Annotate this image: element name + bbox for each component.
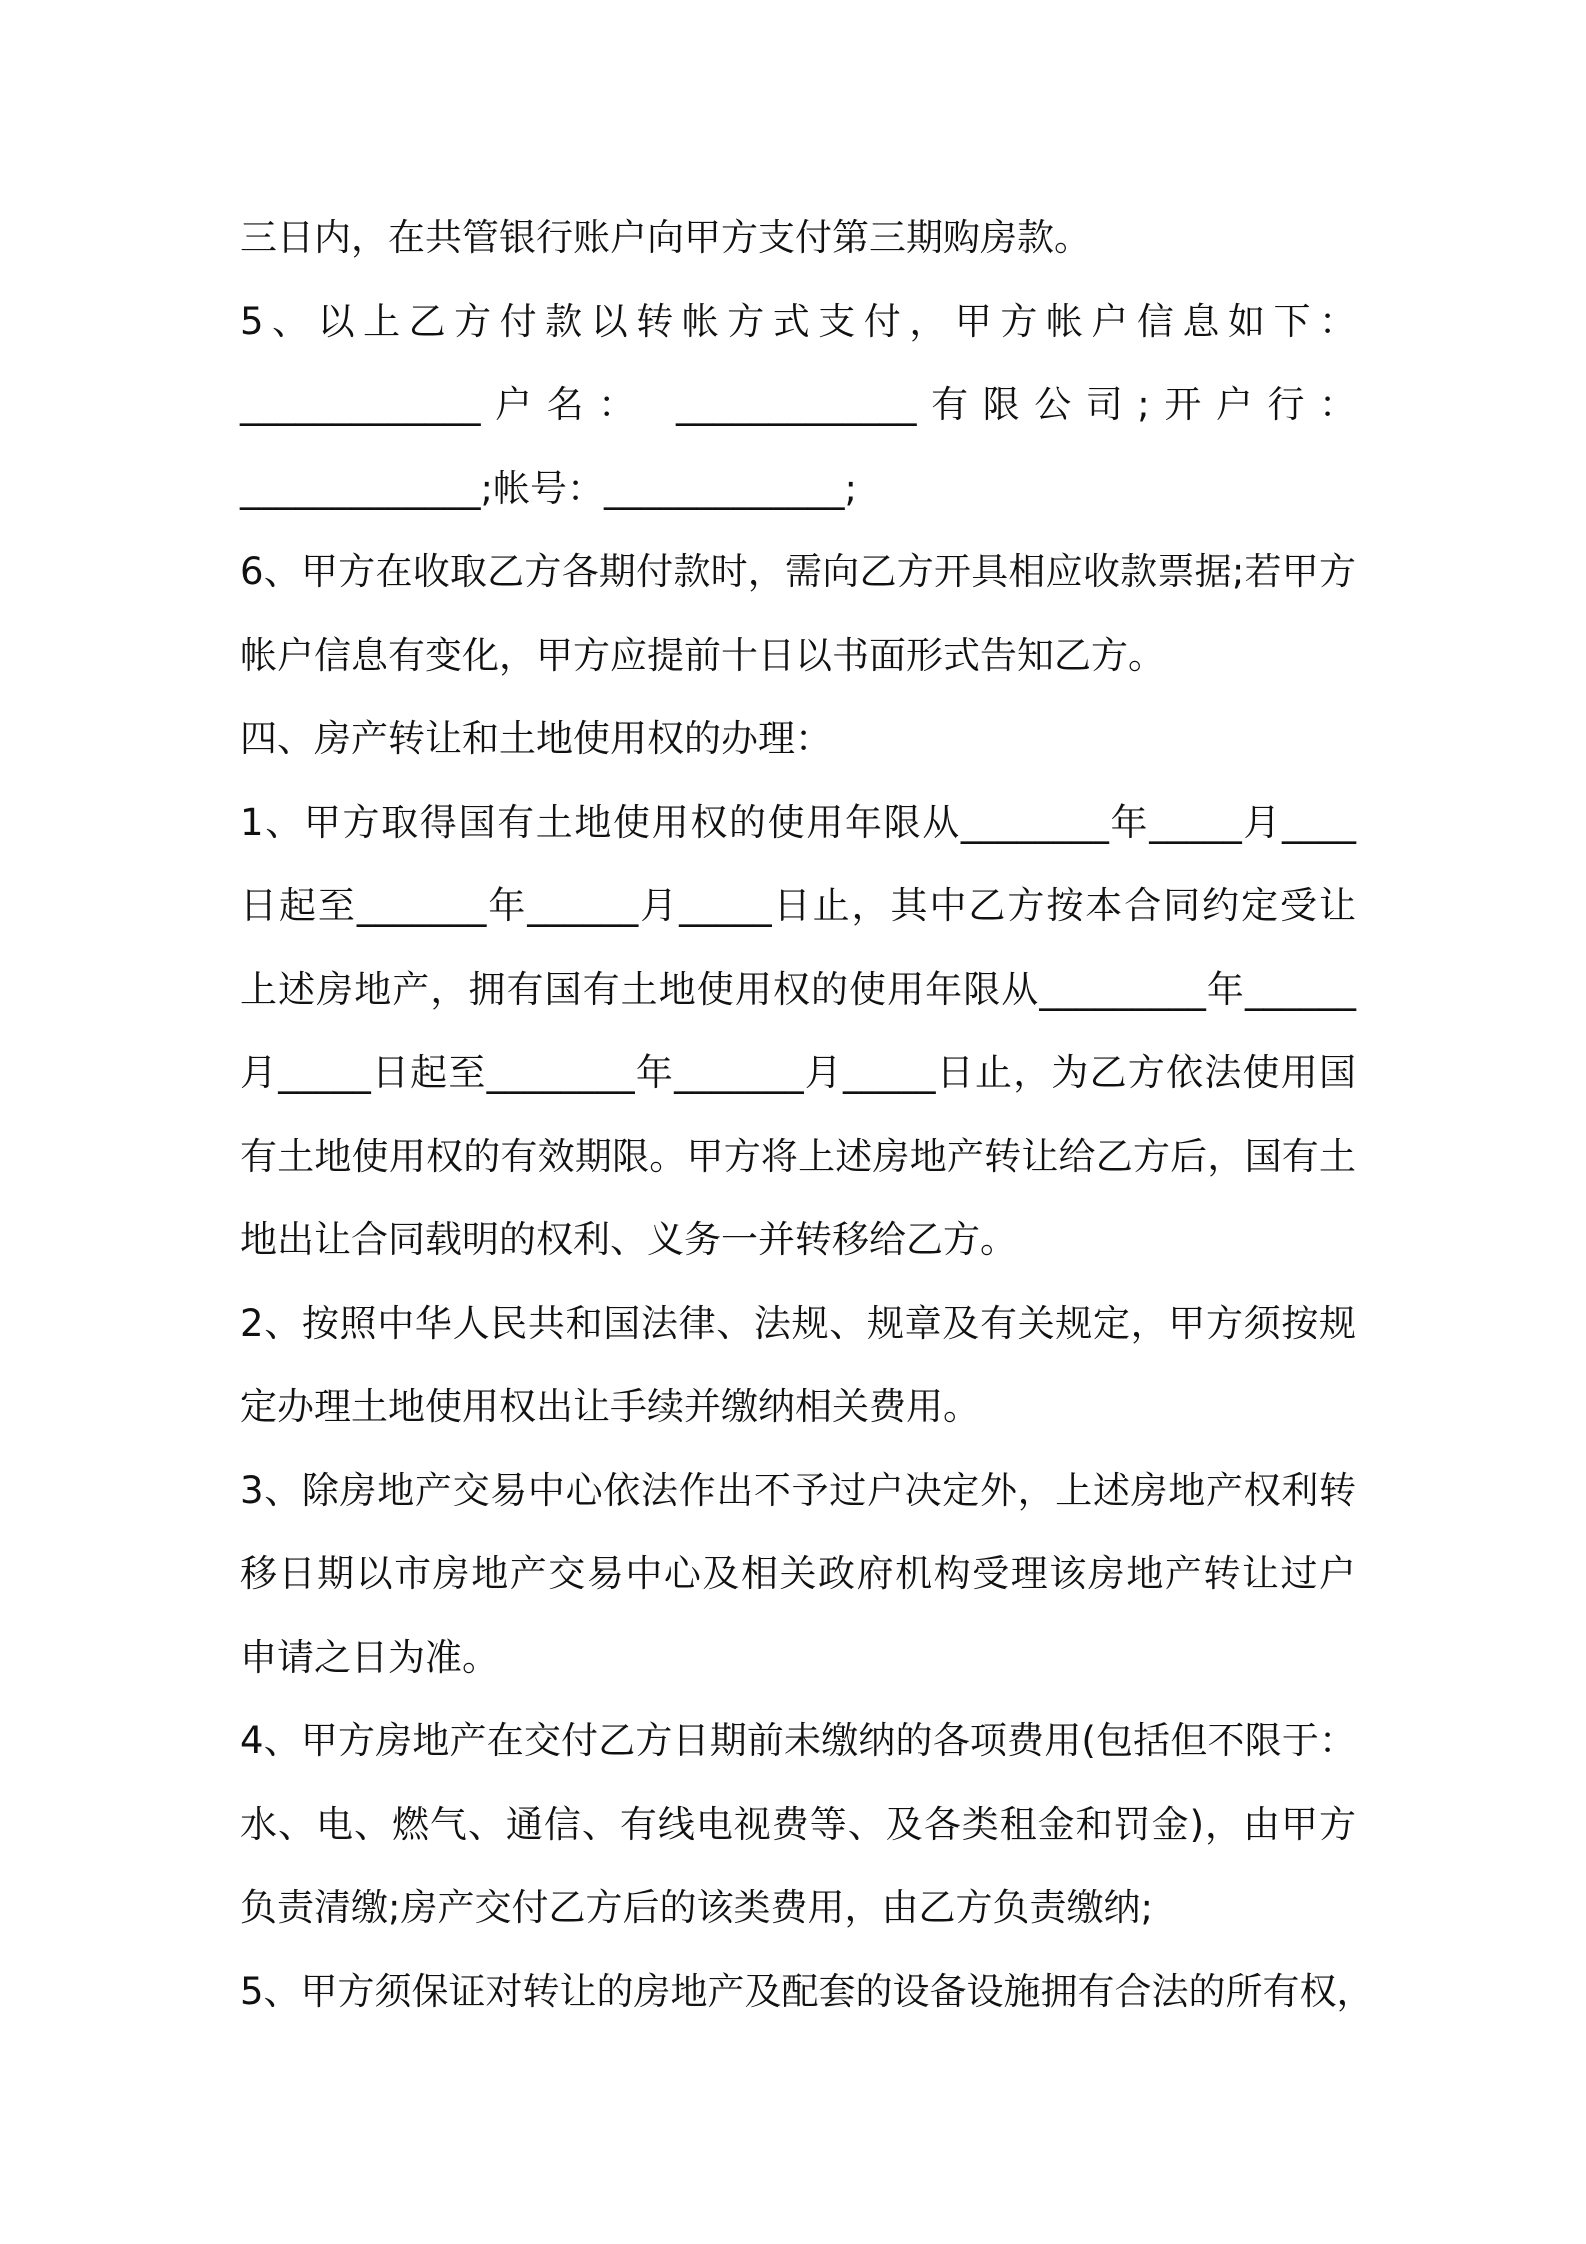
- text-line: 2、按照中华人民共和国法律、法规、规章及有关规定，甲方须按规: [240, 1301, 1356, 1345]
- section-heading: 四、房产转让和土地使用权的办理：: [240, 717, 832, 760]
- text-line: 有土地使用权的有效期限。甲方将上述房地产转让给乙方后，国有土: [240, 1134, 1356, 1178]
- text-line: 三日内，在共管银行账户向甲方支付第三期购房款。: [240, 216, 1091, 259]
- text-line: 6、甲方在收取乙方各期付款时，需向乙方开具相应收款票据;若甲方: [240, 550, 1356, 593]
- text-line: 4、甲方房地产在交付乙方日期前未缴纳的各项费用(包括但不限于：: [240, 1719, 1356, 1762]
- text-line: 水、电、燃气、通信、有线电视费等、及各类租金和罚金)，由甲方: [240, 1802, 1356, 1846]
- text-line: 5、甲方须保证对转让的房地产及配套的设备设施拥有合法的所有权，: [240, 1969, 1374, 2013]
- text-line: 月_____日起至________年_______月_____日止，为乙方依法使用国: [240, 1051, 1356, 1094]
- text-line: 3、除房地产交易中心依法作出不予过户决定外，上述房地产权利转: [240, 1468, 1356, 1512]
- text-line: 地出让合同载明的权利、义务一并转移给乙方。: [240, 1218, 1017, 1261]
- text-line: 负责清缴;房产交付乙方后的该类费用，由乙方负责缴纳;: [240, 1886, 1153, 1929]
- text-line: 日起至_______年______月_____日止，其中乙方按本合同约定受让: [240, 884, 1356, 927]
- text-line: 申请之日为准。: [240, 1635, 499, 1679]
- text-line: 5、以上乙方付款以转帐方式支付，甲方帐户信息如下：: [240, 299, 1356, 343]
- text-line: 定办理土地使用权出让手续并缴纳相关费用。: [240, 1385, 980, 1428]
- text-line: 1、甲方取得国有土地使用权的使用年限从________年_____月____: [240, 800, 1356, 844]
- text-line: 帐户信息有变化，甲方应提前十日以书面形式告知乙方。: [240, 633, 1165, 677]
- text-line: _____________;帐号：_____________;: [240, 466, 857, 510]
- text-line: 移日期以市房地产交易中心及相关政府机构受理该房地产转让过户: [240, 1552, 1356, 1595]
- document-body: [240, 196, 1374, 2033]
- text-line: 上述房地产，拥有国有土地使用权的使用年限从_________年______: [240, 967, 1356, 1011]
- text-line: _____________户名： _____________有限公司;开户行：: [240, 383, 1356, 426]
